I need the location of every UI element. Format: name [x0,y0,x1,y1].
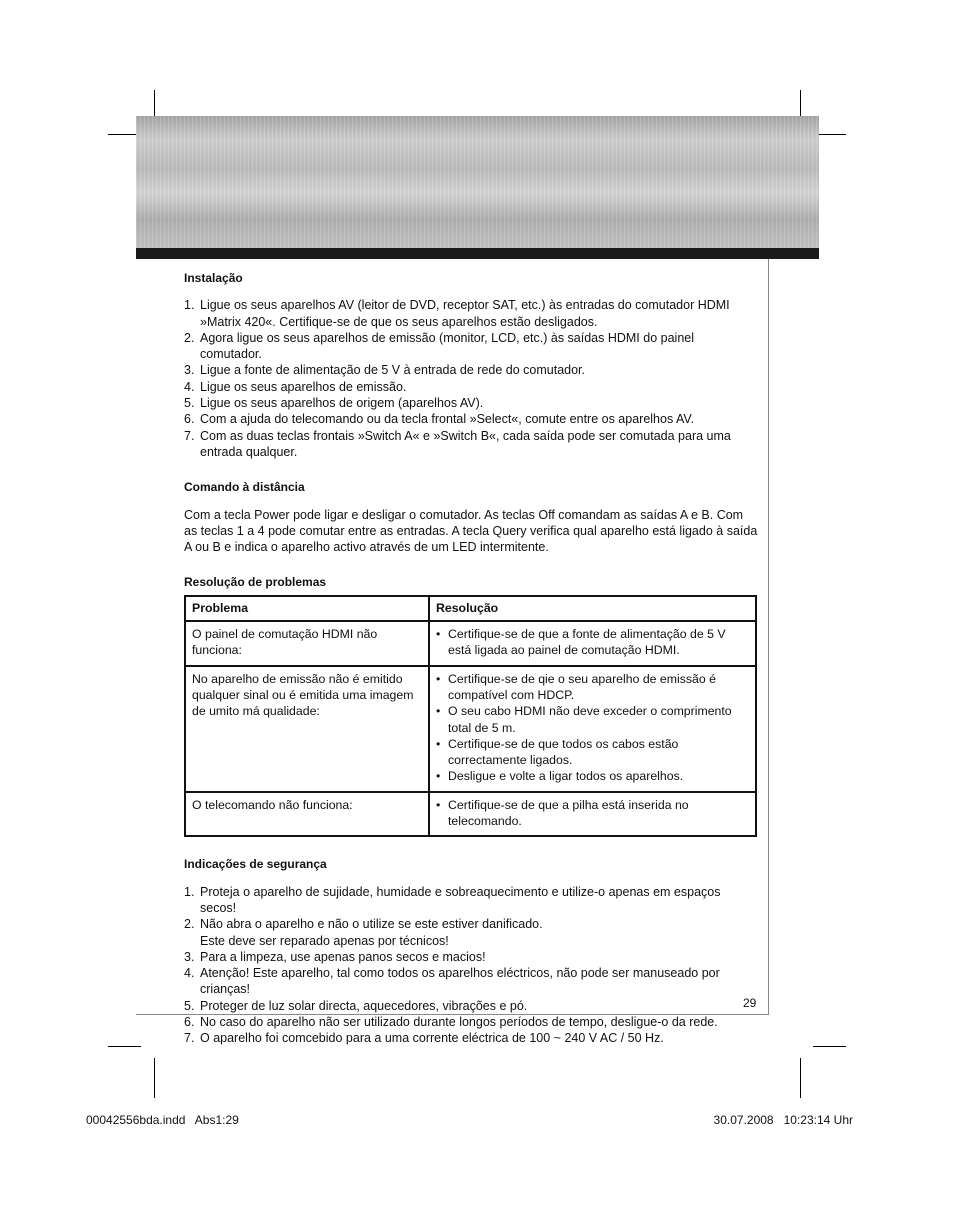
bullet: • [436,769,441,784]
troubleshooting-section [184,574,759,837]
item-text: Atenção! Este aparelho, tal como todos os aparelhos eléctricos, não pode ser manuseado por crianças! [200,966,720,997]
list-item [184,395,759,411]
bullet: • [436,704,441,719]
bullet: • [436,797,441,812]
troubleshooting-table [184,595,757,838]
crop-mark [813,1046,846,1047]
item-text: O aparelho foi comcebido para a uma corrente eléctrica de 100 ~ 240 V AC / 50 Hz. [200,1031,664,1046]
solution-text: Certifique-se de qie o seu aparelho de emissão é compatível com HDCP. [448,671,716,702]
list-item [184,297,759,330]
step-text: Ligue os seus aparelhos de origem (aparelhos AV). [200,396,484,411]
step-text: Agora ligue os seus aparelhos de emissão (monitor, LCD, etc.) às saídas HDMI do painel comutador. [200,330,694,362]
installation-steps [184,297,759,460]
list-item [436,736,749,769]
item-text-continued: Este deve ser reparado apenas por técnicos! [200,933,449,948]
bullet: • [436,736,441,751]
troubleshooting-heading: Resolução de problemas [184,575,327,590]
table-row [185,666,756,792]
list-item [436,626,749,659]
problem-cell: O painel de comutação HDMI não funciona: [185,621,429,666]
header-bar [136,248,819,259]
item-number: 4. [184,966,195,981]
crop-mark [800,1058,801,1098]
step-number: 5. [184,396,195,411]
list-item [184,916,759,949]
step-number: 3. [184,363,195,378]
step-number: 6. [184,412,195,427]
slug-timestamp: 30.07.2008 10:23:14 Uhr [713,1113,853,1127]
step-number: 7. [184,428,195,443]
header-banner [136,116,819,248]
solution-text: Certifique-se de que todos os cabos estão correctamente ligados. [448,736,679,768]
step-text: Com a ajuda do telecomando ou da tecla frontal »Select«, comute entre os aparelhos AV. [200,412,695,427]
table-header-row [185,596,756,621]
solution-cell [429,666,756,792]
step-number: 2. [184,330,195,345]
remote-heading: Comando à distância [184,480,305,495]
page-content [184,270,759,1066]
step-text: Ligue os seus aparelhos de emissão. [200,379,407,394]
column-header-solution: Resolução [429,596,756,621]
step-number: 1. [184,298,195,313]
list-item [184,998,759,1014]
step-text: Ligue os seus aparelhos AV (leitor de DVD, receptor SAT, etc.) às entradas do comutador HDMI »Matrix 420«. Certifique-se de que os seus aparelhos estão desligados. [200,298,730,329]
item-number: 3. [184,949,195,964]
problem-cell: No aparelho de emissão não é emitido qualquer sinal ou é emitida uma imagem de umito má qualidade: [185,666,429,792]
bullet: • [436,671,441,686]
item-number: 5. [184,998,195,1013]
safety-items [184,884,759,1047]
bullet: • [436,627,441,642]
list-item [184,1014,759,1030]
item-number: 6. [184,1014,195,1029]
remote-section [184,479,759,555]
problem-cell: O telecomando não funciona: [185,792,429,837]
remote-text: Com a tecla Power pode ligar e desligar o comutador. As teclas Off comandam as saídas A e B. Com as teclas 1 a 4 pode comutar entre as entradas. A tecla Query verifica qual aparelho está ligado à saída A ou B e indica o aparelho activo através de um LED intermitente. [184,507,758,555]
list-item [436,768,749,784]
solution-text: Desligue e volte a ligar todos os aparelhos. [448,769,684,784]
list-item [436,703,749,736]
solution-cell [429,621,756,666]
solution-cell [429,792,756,837]
solution-text: O seu cabo HDMI não deve exceder o comprimento total de 5 m. [448,704,732,735]
list-item [184,949,759,965]
table-row [185,621,756,666]
list-item [184,1030,759,1046]
list-item [184,330,759,363]
item-number: 7. [184,1031,195,1046]
list-item [436,671,749,704]
table-row [185,792,756,837]
item-number: 1. [184,884,195,899]
item-text: Proteger de luz solar directa, aquecedores, vibrações e pó. [200,998,528,1013]
item-number: 2. [184,917,195,932]
safety-heading: Indicações de segurança [184,857,327,872]
list-item [184,884,759,917]
step-text: Ligue a fonte de alimentação de 5 V à entrada de rede do comutador. [200,363,585,378]
item-text: Para a limpeza, use apenas panos secos e macios! [200,949,486,964]
installation-heading: Instalação [184,271,243,285]
step-text: Com as duas teclas frontais »Switch A« e »Switch B«, cada saída pode ser comutada para uma entrada qualquer. [200,428,731,459]
crop-mark [154,1058,155,1098]
safety-section [184,856,759,1046]
list-item [184,965,759,998]
column-header-problem: Problema [185,596,429,621]
list-item [184,362,759,378]
crop-mark [108,1046,141,1047]
page-border-right [768,259,769,1015]
list-item [184,411,759,427]
slug-file-info: 00042556bda.indd Abs1:29 [86,1113,239,1127]
solution-text: Certifique-se de que a pilha está inserida no telecomando. [448,797,689,829]
list-item [184,379,759,395]
installation-section [184,270,759,460]
list-item [184,428,759,461]
list-item [436,797,749,830]
item-text: Proteja o aparelho de sujidade, humidade e sobreaquecimento e utilize-o apenas em espaços secos! [200,884,721,915]
solution-text: Certifique-se de que a fonte de alimentação de 5 V está ligada ao painel de comutação HDMI. [448,627,726,658]
page-number: 29 [743,996,757,1010]
item-text: No caso do aparelho não ser utilizado durante longos períodos de tempo, desligue-o da rede. [200,1014,718,1029]
item-text: Não abra o aparelho e não o utilize se este estiver danificado. [200,917,543,932]
step-number: 4. [184,379,195,394]
